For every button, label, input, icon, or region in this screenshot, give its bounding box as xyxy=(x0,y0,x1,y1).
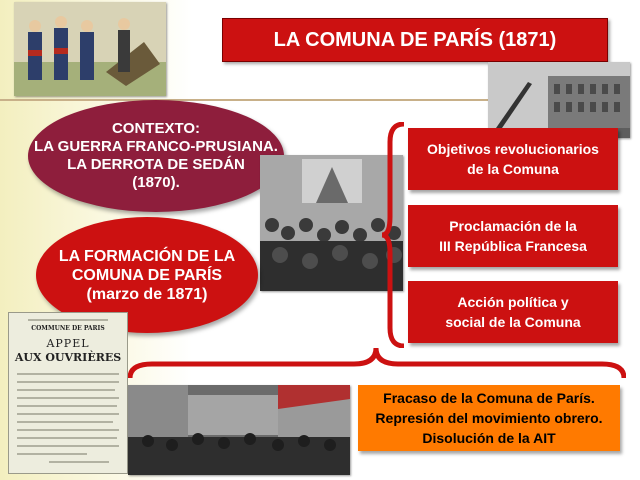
proclamation-line-2: III República Francesa xyxy=(439,238,587,254)
formation-line-3: (marzo de 1871) xyxy=(86,285,208,303)
context-line-2: LA GUERRA FRANCO-PRUSIANA. xyxy=(34,138,278,155)
right-brace xyxy=(380,122,408,348)
objectives-line-2: de la Comuna xyxy=(467,161,559,177)
context-ellipse xyxy=(28,100,284,212)
formation-line-1: LA FORMACIÓN DE LA xyxy=(58,247,236,265)
outcome-line-3: Disolución de la AIT xyxy=(422,430,556,446)
appel-poster xyxy=(8,312,128,474)
action-line-1: Acción política y xyxy=(457,294,569,310)
formation-line-2: COMUNA DE PARÍS xyxy=(71,266,223,284)
slide-title: LA COMUNA DE PARÍS (1871) xyxy=(222,18,608,62)
action-box xyxy=(408,281,618,343)
divider-line xyxy=(0,99,490,101)
proclamation-line-1: Proclamación de la xyxy=(449,218,577,234)
poster-heading: COMMUNE DE PARIS xyxy=(31,325,105,332)
context-line-3: LA DERROTA DE SEDÁN xyxy=(67,156,245,173)
context-line-1: CONTEXTO: xyxy=(111,120,201,137)
poster-appel: APPEL xyxy=(46,337,90,350)
outcome-line-2: Represión del movimiento obrero. xyxy=(375,410,603,426)
objectives-box xyxy=(408,128,618,190)
building-photograph xyxy=(488,62,630,138)
bottom-brace xyxy=(128,346,626,380)
context-line-4: (1870). xyxy=(132,174,180,191)
proclamation-box xyxy=(408,205,618,267)
poster-aux-ouvrieres: AUX OUVRIÈRES xyxy=(14,351,122,364)
action-line-2: social de la Comuna xyxy=(445,314,581,330)
outcome-box xyxy=(358,385,620,451)
outcome-line-1: Fracaso de la Comuna de París. xyxy=(383,390,595,406)
soldiers-illustration xyxy=(14,2,166,96)
barricade-photograph xyxy=(128,385,350,475)
objectives-line-1: Objetivos revolucionarios xyxy=(427,141,599,157)
